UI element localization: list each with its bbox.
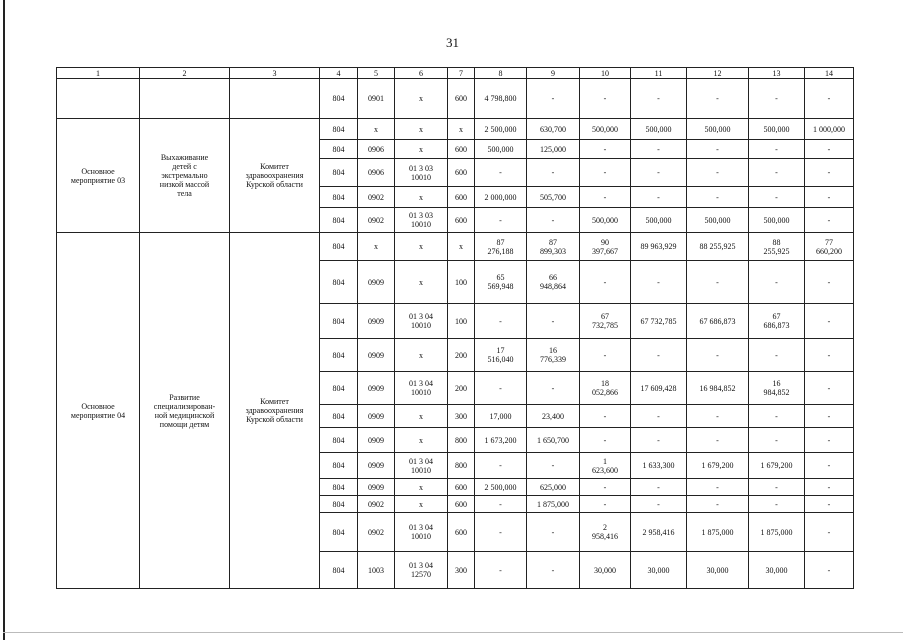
table-cell-c8: 1 673,200 bbox=[475, 428, 527, 453]
table-cell-c9: 16 776,339 bbox=[527, 339, 580, 372]
table-cell-c4: 804 bbox=[320, 159, 358, 187]
table-cell-c9: - bbox=[527, 79, 580, 119]
table-cell-c13: - bbox=[749, 159, 805, 187]
table-cell-c9: 630,700 bbox=[527, 119, 580, 140]
table-cell-c8: - bbox=[475, 513, 527, 552]
table-cell-c13: - bbox=[749, 187, 805, 208]
table-cell-c6: x bbox=[395, 119, 448, 140]
table-cell-c13: - bbox=[749, 479, 805, 496]
table-cell-c5: 0909 bbox=[358, 304, 395, 339]
table-cell-c4: 804 bbox=[320, 372, 358, 405]
column-number-12: 12 bbox=[687, 68, 749, 79]
table-cell-c14: - bbox=[805, 372, 854, 405]
executor-cell bbox=[230, 79, 320, 119]
table-cell-c4: 804 bbox=[320, 187, 358, 208]
column-number-3: 3 bbox=[230, 68, 320, 79]
table-cell-c8: - bbox=[475, 552, 527, 589]
measure-name-cell bbox=[140, 79, 230, 119]
table-cell-c7: 600 bbox=[448, 479, 475, 496]
table-cell-c6: 01 3 04 10010 bbox=[395, 304, 448, 339]
table-cell-c10: 18 052,866 bbox=[580, 372, 631, 405]
table-cell-c10: - bbox=[580, 79, 631, 119]
table-cell-c6: x bbox=[395, 428, 448, 453]
table-cell-c11: 2 958,416 bbox=[631, 513, 687, 552]
table-cell-c13: - bbox=[749, 140, 805, 159]
table-cell-c11: - bbox=[631, 496, 687, 513]
table-cell-c14: - bbox=[805, 187, 854, 208]
table-cell-c7: 600 bbox=[448, 187, 475, 208]
table-cell-c9: 505,700 bbox=[527, 187, 580, 208]
table-cell-c5: 0909 bbox=[358, 372, 395, 405]
table-cell-c10: 500,000 bbox=[580, 208, 631, 233]
table-cell-c7: 600 bbox=[448, 513, 475, 552]
executor-cell: Комитет здравоохранения Курской области bbox=[230, 119, 320, 233]
table-cell-c13: - bbox=[749, 79, 805, 119]
table-cell-c6: x bbox=[395, 339, 448, 372]
table-cell-c6: x bbox=[395, 261, 448, 304]
table-cell-c6: x bbox=[395, 496, 448, 513]
table-cell-c10: 500,000 bbox=[580, 119, 631, 140]
table-cell-c10: - bbox=[580, 496, 631, 513]
table-cell-c11: 1 633,300 bbox=[631, 453, 687, 479]
measure-cell: Основное мероприятие 04 bbox=[57, 233, 140, 589]
table-cell-c9: - bbox=[527, 304, 580, 339]
table-cell-c5: x bbox=[358, 119, 395, 140]
table-cell-c11: - bbox=[631, 187, 687, 208]
table-cell-c5: 0906 bbox=[358, 159, 395, 187]
table-cell-c4: 804 bbox=[320, 513, 358, 552]
table-cell-c5: 0902 bbox=[358, 496, 395, 513]
table-cell-c4: 804 bbox=[320, 261, 358, 304]
table-cell-c5: 0909 bbox=[358, 428, 395, 453]
table-cell-c5: 0902 bbox=[358, 208, 395, 233]
table-cell-c13: 30,000 bbox=[749, 552, 805, 589]
executor-cell: Комитет здравоохранения Курской области bbox=[230, 233, 320, 589]
column-number-11: 11 bbox=[631, 68, 687, 79]
table-cell-c14: - bbox=[805, 496, 854, 513]
table-cell-c13: 500,000 bbox=[749, 208, 805, 233]
table-cell-c8: - bbox=[475, 159, 527, 187]
table-cell-c14: - bbox=[805, 208, 854, 233]
table-cell-c13: 16 984,852 bbox=[749, 372, 805, 405]
measure-cell bbox=[57, 79, 140, 119]
table-cell-c7: 800 bbox=[448, 428, 475, 453]
column-number-2: 2 bbox=[140, 68, 230, 79]
table-cell-c8: 17 516,040 bbox=[475, 339, 527, 372]
table-cell-c10: - bbox=[580, 405, 631, 428]
table-cell-c11: 500,000 bbox=[631, 208, 687, 233]
table-cell-c5: 0902 bbox=[358, 513, 395, 552]
table-cell-c12: 67 686,873 bbox=[687, 304, 749, 339]
table-cell-c9: - bbox=[527, 552, 580, 589]
table-cell-c12: 1 875,000 bbox=[687, 513, 749, 552]
table-cell-c6: 01 3 03 10010 bbox=[395, 159, 448, 187]
table-cell-c5: 0901 bbox=[358, 79, 395, 119]
table-cell-c10: 1 623,600 bbox=[580, 453, 631, 479]
table-cell-c5: 0909 bbox=[358, 339, 395, 372]
table-cell-c13: 1 679,200 bbox=[749, 453, 805, 479]
table-cell-c10: - bbox=[580, 159, 631, 187]
table-cell-c8: 500,000 bbox=[475, 140, 527, 159]
table-cell-c6: 01 3 04 10010 bbox=[395, 513, 448, 552]
table-cell-c12: - bbox=[687, 479, 749, 496]
table-cell-c6: x bbox=[395, 79, 448, 119]
table-cell-c4: 804 bbox=[320, 119, 358, 140]
table-cell-c11: 89 963,929 bbox=[631, 233, 687, 261]
table-cell-c12: 1 679,200 bbox=[687, 453, 749, 479]
table-cell-c9: - bbox=[527, 453, 580, 479]
table-cell-c12: - bbox=[687, 159, 749, 187]
table-cell-c8: - bbox=[475, 304, 527, 339]
table-cell-c8: 65 569,948 bbox=[475, 261, 527, 304]
column-number-1: 1 bbox=[57, 68, 140, 79]
table-cell-c9: - bbox=[527, 513, 580, 552]
table-cell-c10: - bbox=[580, 261, 631, 304]
table-cell-c14: - bbox=[805, 513, 854, 552]
table-cell-c5: 0902 bbox=[358, 187, 395, 208]
budget-table bbox=[56, 67, 854, 589]
table-cell-c7: 100 bbox=[448, 261, 475, 304]
table-cell-c9: 23,400 bbox=[527, 405, 580, 428]
table-cell-c12: - bbox=[687, 261, 749, 304]
table-cell-c5: 0909 bbox=[358, 405, 395, 428]
table-cell-c7: 600 bbox=[448, 140, 475, 159]
table-cell-c14: - bbox=[805, 453, 854, 479]
table-cell-c6: x bbox=[395, 479, 448, 496]
table-cell-c9: 66 948,864 bbox=[527, 261, 580, 304]
table-cell-c12: - bbox=[687, 428, 749, 453]
table-cell-c9: 625,000 bbox=[527, 479, 580, 496]
measure-name-cell: Выхаживание детей с экстремально низкой массой тела bbox=[140, 119, 230, 233]
table-row bbox=[57, 79, 854, 119]
table-cell-c8: - bbox=[475, 453, 527, 479]
table-cell-c10: 67 732,785 bbox=[580, 304, 631, 339]
table-cell-c7: 600 bbox=[448, 79, 475, 119]
table-cell-c8: - bbox=[475, 372, 527, 405]
table-cell-c7: 800 bbox=[448, 453, 475, 479]
table-cell-c10: - bbox=[580, 140, 631, 159]
table-cell-c12: - bbox=[687, 79, 749, 119]
table-row bbox=[57, 233, 854, 261]
table-cell-c4: 804 bbox=[320, 208, 358, 233]
table-cell-c11: - bbox=[631, 159, 687, 187]
table-cell-c11: - bbox=[631, 140, 687, 159]
table-cell-c7: 100 bbox=[448, 304, 475, 339]
table-cell-c14: - bbox=[805, 552, 854, 589]
table-cell-c10: - bbox=[580, 339, 631, 372]
table-cell-c14: - bbox=[805, 261, 854, 304]
table-cell-c7: 200 bbox=[448, 339, 475, 372]
table-cell-c14: - bbox=[805, 339, 854, 372]
table-cell-c13: 88 255,925 bbox=[749, 233, 805, 261]
table-cell-c12: - bbox=[687, 405, 749, 428]
table-cell-c5: 1003 bbox=[358, 552, 395, 589]
table-cell-c13: - bbox=[749, 339, 805, 372]
table-cell-c14: - bbox=[805, 479, 854, 496]
table-cell-c5: 0906 bbox=[358, 140, 395, 159]
column-number-9: 9 bbox=[527, 68, 580, 79]
table-cell-c12: - bbox=[687, 339, 749, 372]
column-number-13: 13 bbox=[749, 68, 805, 79]
table-cell-c10: - bbox=[580, 479, 631, 496]
table-cell-c9: - bbox=[527, 208, 580, 233]
table-cell-c7: 300 bbox=[448, 552, 475, 589]
table-cell-c14: - bbox=[805, 140, 854, 159]
column-number-5: 5 bbox=[358, 68, 395, 79]
table-cell-c14: - bbox=[805, 79, 854, 119]
table-cell-c14: 1 000,000 bbox=[805, 119, 854, 140]
table-cell-c13: 67 686,873 bbox=[749, 304, 805, 339]
table-cell-c10: - bbox=[580, 428, 631, 453]
table-cell-c8: 2 500,000 bbox=[475, 119, 527, 140]
table-cell-c11: 67 732,785 bbox=[631, 304, 687, 339]
table-cell-c11: - bbox=[631, 261, 687, 304]
table-row bbox=[57, 119, 854, 140]
table-cell-c9: - bbox=[527, 159, 580, 187]
table-cell-c12: - bbox=[687, 496, 749, 513]
table-cell-c7: 600 bbox=[448, 496, 475, 513]
table-cell-c13: 500,000 bbox=[749, 119, 805, 140]
table-cell-c6: 01 3 03 10010 bbox=[395, 208, 448, 233]
table-cell-c8: 2 000,000 bbox=[475, 187, 527, 208]
table-cell-c8: 4 798,800 bbox=[475, 79, 527, 119]
table-cell-c5: 0909 bbox=[358, 479, 395, 496]
table-cell-c11: 30,000 bbox=[631, 552, 687, 589]
table-cell-c12: 500,000 bbox=[687, 119, 749, 140]
table-cell-c12: - bbox=[687, 140, 749, 159]
table-cell-c9: 1 650,700 bbox=[527, 428, 580, 453]
table-cell-c6: x bbox=[395, 233, 448, 261]
table-cell-c8: 2 500,000 bbox=[475, 479, 527, 496]
table-cell-c5: x bbox=[358, 233, 395, 261]
table-cell-c12: 88 255,925 bbox=[687, 233, 749, 261]
table-cell-c11: - bbox=[631, 428, 687, 453]
table-cell-c11: - bbox=[631, 339, 687, 372]
table-cell-c11: - bbox=[631, 405, 687, 428]
table-cell-c11: - bbox=[631, 79, 687, 119]
table-cell-c12: 16 984,852 bbox=[687, 372, 749, 405]
table-cell-c4: 804 bbox=[320, 479, 358, 496]
measure-name-cell: Развитие специализирован- ной медицинской помощи детям bbox=[140, 233, 230, 589]
table-cell-c4: 804 bbox=[320, 304, 358, 339]
table-cell-c7: x bbox=[448, 119, 475, 140]
column-number-4: 4 bbox=[320, 68, 358, 79]
table-cell-c8: 87 276,188 bbox=[475, 233, 527, 261]
page-left-edge bbox=[3, 0, 5, 640]
table-cell-c8: - bbox=[475, 496, 527, 513]
table-cell-c12: 30,000 bbox=[687, 552, 749, 589]
table-cell-c9: - bbox=[527, 372, 580, 405]
table-cell-c7: 200 bbox=[448, 372, 475, 405]
column-number-6: 6 bbox=[395, 68, 448, 79]
table-cell-c8: 17,000 bbox=[475, 405, 527, 428]
table-cell-c6: 01 3 04 12570 bbox=[395, 552, 448, 589]
column-number-8: 8 bbox=[475, 68, 527, 79]
table-cell-c14: - bbox=[805, 405, 854, 428]
table-cell-c13: 1 875,000 bbox=[749, 513, 805, 552]
table-cell-c6: x bbox=[395, 140, 448, 159]
table-cell-c12: 500,000 bbox=[687, 208, 749, 233]
table-cell-c4: 804 bbox=[320, 496, 358, 513]
table-cell-c13: - bbox=[749, 261, 805, 304]
table-cell-c4: 804 bbox=[320, 79, 358, 119]
table-cell-c11: - bbox=[631, 479, 687, 496]
table-cell-c9: 125,000 bbox=[527, 140, 580, 159]
column-number-10: 10 bbox=[580, 68, 631, 79]
table-cell-c13: - bbox=[749, 496, 805, 513]
table-cell-c7: 600 bbox=[448, 159, 475, 187]
table-cell-c6: 01 3 04 10010 bbox=[395, 372, 448, 405]
table-cell-c6: x bbox=[395, 405, 448, 428]
table-cell-c9: 87 899,303 bbox=[527, 233, 580, 261]
table-cell-c5: 0909 bbox=[358, 453, 395, 479]
table-cell-c7: x bbox=[448, 233, 475, 261]
table-cell-c14: 77 660,200 bbox=[805, 233, 854, 261]
table-cell-c13: - bbox=[749, 405, 805, 428]
table-cell-c10: 90 397,667 bbox=[580, 233, 631, 261]
table-cell-c4: 804 bbox=[320, 339, 358, 372]
table-cell-c4: 804 bbox=[320, 140, 358, 159]
table-cell-c7: 300 bbox=[448, 405, 475, 428]
table-cell-c8: - bbox=[475, 208, 527, 233]
table-cell-c14: - bbox=[805, 428, 854, 453]
table-cell-c4: 804 bbox=[320, 233, 358, 261]
table-cell-c10: 30,000 bbox=[580, 552, 631, 589]
table-cell-c4: 804 bbox=[320, 428, 358, 453]
table-cell-c10: - bbox=[580, 187, 631, 208]
table-cell-c6: 01 3 04 10010 bbox=[395, 453, 448, 479]
table-cell-c14: - bbox=[805, 159, 854, 187]
table-cell-c11: 17 609,428 bbox=[631, 372, 687, 405]
table-cell-c5: 0909 bbox=[358, 261, 395, 304]
column-number-row bbox=[57, 68, 854, 79]
table-cell-c4: 804 bbox=[320, 453, 358, 479]
measure-cell: Основное мероприятие 03 bbox=[57, 119, 140, 233]
page-number: 31 bbox=[446, 35, 459, 50]
table-cell-c13: - bbox=[749, 428, 805, 453]
column-number-14: 14 bbox=[805, 68, 854, 79]
table-cell-c4: 804 bbox=[320, 552, 358, 589]
table-cell-c6: x bbox=[395, 187, 448, 208]
page-bottom-edge bbox=[3, 632, 903, 633]
table-cell-c4: 804 bbox=[320, 405, 358, 428]
table-cell-c7: 600 bbox=[448, 208, 475, 233]
table-cell-c12: - bbox=[687, 187, 749, 208]
table-cell-c11: 500,000 bbox=[631, 119, 687, 140]
table-cell-c14: - bbox=[805, 304, 854, 339]
table-cell-c10: 2 958,416 bbox=[580, 513, 631, 552]
table-cell-c9: 1 875,000 bbox=[527, 496, 580, 513]
column-number-7: 7 bbox=[448, 68, 475, 79]
